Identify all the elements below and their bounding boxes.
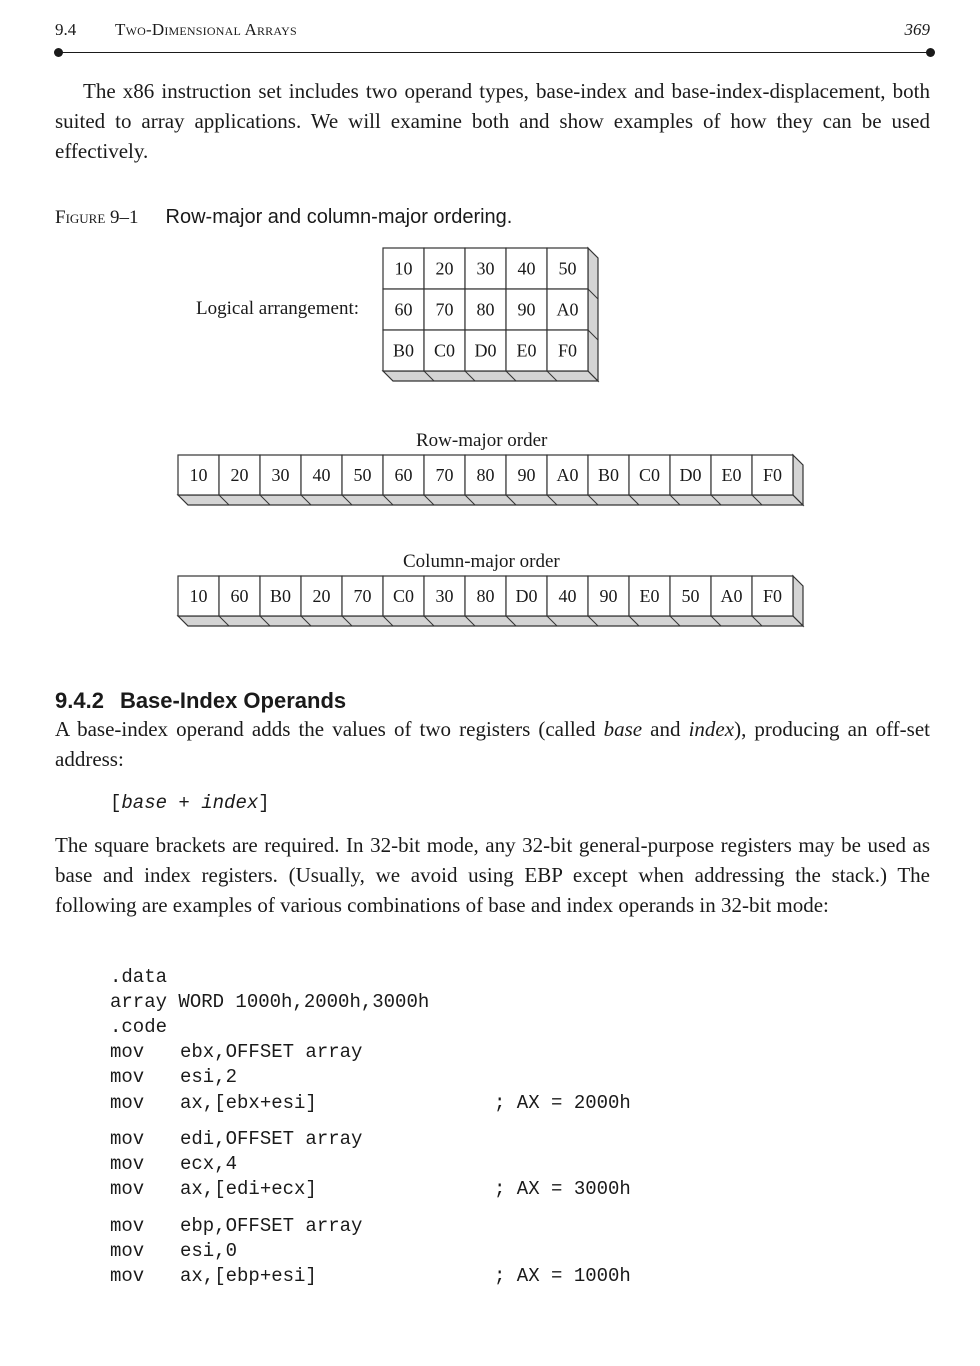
logical-grid-bottom-face bbox=[383, 371, 598, 381]
row-major-cell: 20 bbox=[230, 465, 249, 485]
column-major-cell: B0 bbox=[269, 586, 292, 606]
code-comment: ; AX = 1000h bbox=[494, 1265, 631, 1287]
column-major-title: Column-major order bbox=[403, 551, 560, 572]
column-major-cell: 80 bbox=[476, 586, 495, 606]
row-major-cell: 30 bbox=[271, 465, 290, 485]
row-major-title: Row-major order bbox=[416, 430, 548, 451]
logical-grid-cell: 40 bbox=[517, 258, 536, 279]
logical-grid-cell: F0 bbox=[557, 340, 578, 361]
code-mnemonic: mov bbox=[110, 1092, 145, 1114]
section-title: Two-Dimensional Arrays bbox=[115, 20, 297, 39]
code-header-line: .code bbox=[110, 1016, 168, 1038]
syntax-index: index bbox=[201, 792, 259, 814]
para1-text-a: A base-index operand adds the values of two registers (called bbox=[55, 717, 604, 741]
logical-grid-cell: 10 bbox=[394, 258, 413, 279]
column-major-cell: E0 bbox=[639, 586, 660, 606]
subsection-title: Base-Index Operands bbox=[119, 688, 347, 713]
intro-paragraph: The x86 instruction set includes two operand types, base-index and base-index-displacement, both suited to array applications. We will examine both and show examples of how they can be used effectively. bbox=[55, 79, 930, 163]
logical-grid-cell: 80 bbox=[476, 299, 495, 320]
brackets-paragraph: The square brackets are required. In 32-bit mode, any 32-bit general-purpose registers may be used as base and index registers. (Usually, we avoid using EBP except when addressing the stack.) The following are examples of various combinations of base and index operands in 32-bit mode: bbox=[55, 833, 930, 917]
column-major-cell: 60 bbox=[230, 586, 249, 606]
figure-label: Figure 9–1 bbox=[55, 207, 139, 228]
code-mnemonic: mov bbox=[110, 1178, 145, 1200]
code-operands: ax,[edi+ecx] bbox=[180, 1178, 317, 1200]
code-operands: ebp,OFFSET array bbox=[180, 1215, 363, 1237]
logical-grid-cell: 90 bbox=[517, 299, 536, 320]
row-major-cell: D0 bbox=[679, 465, 702, 485]
logical-grid-cell: 50 bbox=[558, 258, 577, 279]
syntax-open-bracket: [ bbox=[110, 792, 122, 814]
para1-text-b: and bbox=[642, 717, 689, 741]
column-major-cell: A0 bbox=[720, 586, 743, 606]
operand-syntax bbox=[110, 792, 270, 814]
column-major-bottom-face bbox=[178, 616, 803, 626]
section-number: 9.4 bbox=[55, 20, 77, 39]
logical-grid-cell: D0 bbox=[474, 340, 497, 361]
code-header-line: .data bbox=[110, 966, 168, 988]
row-major-cell: 80 bbox=[476, 465, 495, 485]
column-major-cell: F0 bbox=[762, 586, 783, 606]
syntax-plus: + bbox=[167, 792, 202, 814]
para1-base: base bbox=[603, 717, 643, 741]
subsection-number: 9.4.2 bbox=[55, 688, 104, 713]
subsection-heading bbox=[55, 688, 346, 714]
column-major-cell: 20 bbox=[312, 586, 331, 606]
code-mnemonic: mov bbox=[110, 1153, 145, 1175]
row-major-cell: 10 bbox=[189, 465, 208, 485]
row-major-cell: 70 bbox=[435, 465, 454, 485]
page-number: 369 bbox=[904, 20, 930, 39]
column-major-cell: 40 bbox=[558, 586, 577, 606]
base-index-paragraph bbox=[55, 714, 930, 774]
figure-caption-text: Row-major and column-major ordering. bbox=[165, 206, 513, 228]
column-major-cell: C0 bbox=[392, 586, 415, 606]
column-major-cell: 50 bbox=[681, 586, 700, 606]
row-major-cell: 40 bbox=[312, 465, 331, 485]
column-major-strip bbox=[178, 576, 803, 626]
code-operands: edi,OFFSET array bbox=[180, 1128, 363, 1150]
code-operands: ebx,OFFSET array bbox=[180, 1041, 363, 1063]
row-major-strip bbox=[178, 455, 803, 505]
row-major-cell: 60 bbox=[394, 465, 413, 485]
logical-grid-cell: 60 bbox=[394, 299, 413, 320]
para1-text-c: ), producing an off-set address: bbox=[55, 717, 930, 771]
column-major-cell: D0 bbox=[515, 586, 538, 606]
code-mnemonic: mov bbox=[110, 1041, 145, 1063]
column-major-cell: 90 bbox=[599, 586, 618, 606]
column-major-cell: 30 bbox=[435, 586, 454, 606]
code-mnemonic: mov bbox=[110, 1215, 145, 1237]
logical-grid-cell: C0 bbox=[433, 340, 456, 361]
logical-grid-cell: E0 bbox=[516, 340, 537, 361]
logical-grid-cell: 70 bbox=[435, 299, 454, 320]
code-comment: ; AX = 2000h bbox=[494, 1092, 631, 1114]
code-mnemonic: mov bbox=[110, 1265, 145, 1287]
para1-index: index bbox=[688, 717, 735, 741]
column-major-cell: 70 bbox=[353, 586, 372, 606]
code-operands: ax,[ebp+esi] bbox=[180, 1265, 317, 1287]
logical-grid-cell: A0 bbox=[556, 299, 579, 320]
column-major-cell: 10 bbox=[189, 586, 208, 606]
logical-grid bbox=[383, 248, 598, 381]
code-comment: ; AX = 3000h bbox=[494, 1178, 631, 1200]
row-major-cell: A0 bbox=[556, 465, 579, 485]
code-mnemonic: mov bbox=[110, 1240, 145, 1262]
row-major-cell: 90 bbox=[517, 465, 536, 485]
code-operands: ecx,4 bbox=[180, 1153, 238, 1175]
logical-grid-side-face bbox=[588, 248, 598, 381]
row-major-cell: B0 bbox=[597, 465, 620, 485]
code-mnemonic: mov bbox=[110, 1066, 145, 1088]
row-major-cell: E0 bbox=[721, 465, 742, 485]
row-major-cell: 50 bbox=[353, 465, 372, 485]
row-major-cell: C0 bbox=[638, 465, 661, 485]
code-header-line: array WORD 1000h,2000h,3000h bbox=[110, 991, 430, 1013]
syntax-close-bracket: ] bbox=[258, 792, 270, 814]
logical-grid-cell: 20 bbox=[435, 258, 454, 279]
logical-grid-cell: B0 bbox=[392, 340, 415, 361]
code-operands: esi,0 bbox=[180, 1240, 238, 1262]
code-mnemonic: mov bbox=[110, 1128, 145, 1150]
figure-diagram bbox=[0, 0, 980, 660]
code-operands: esi,2 bbox=[180, 1066, 238, 1088]
row-major-bottom-face bbox=[178, 495, 803, 505]
logical-arrangement-label: Logical arrangement: bbox=[196, 298, 360, 319]
logical-grid-cell: 30 bbox=[476, 258, 495, 279]
row-major-cell: F0 bbox=[762, 465, 783, 485]
code-operands: ax,[ebx+esi] bbox=[180, 1092, 317, 1114]
syntax-base: base bbox=[121, 792, 168, 814]
